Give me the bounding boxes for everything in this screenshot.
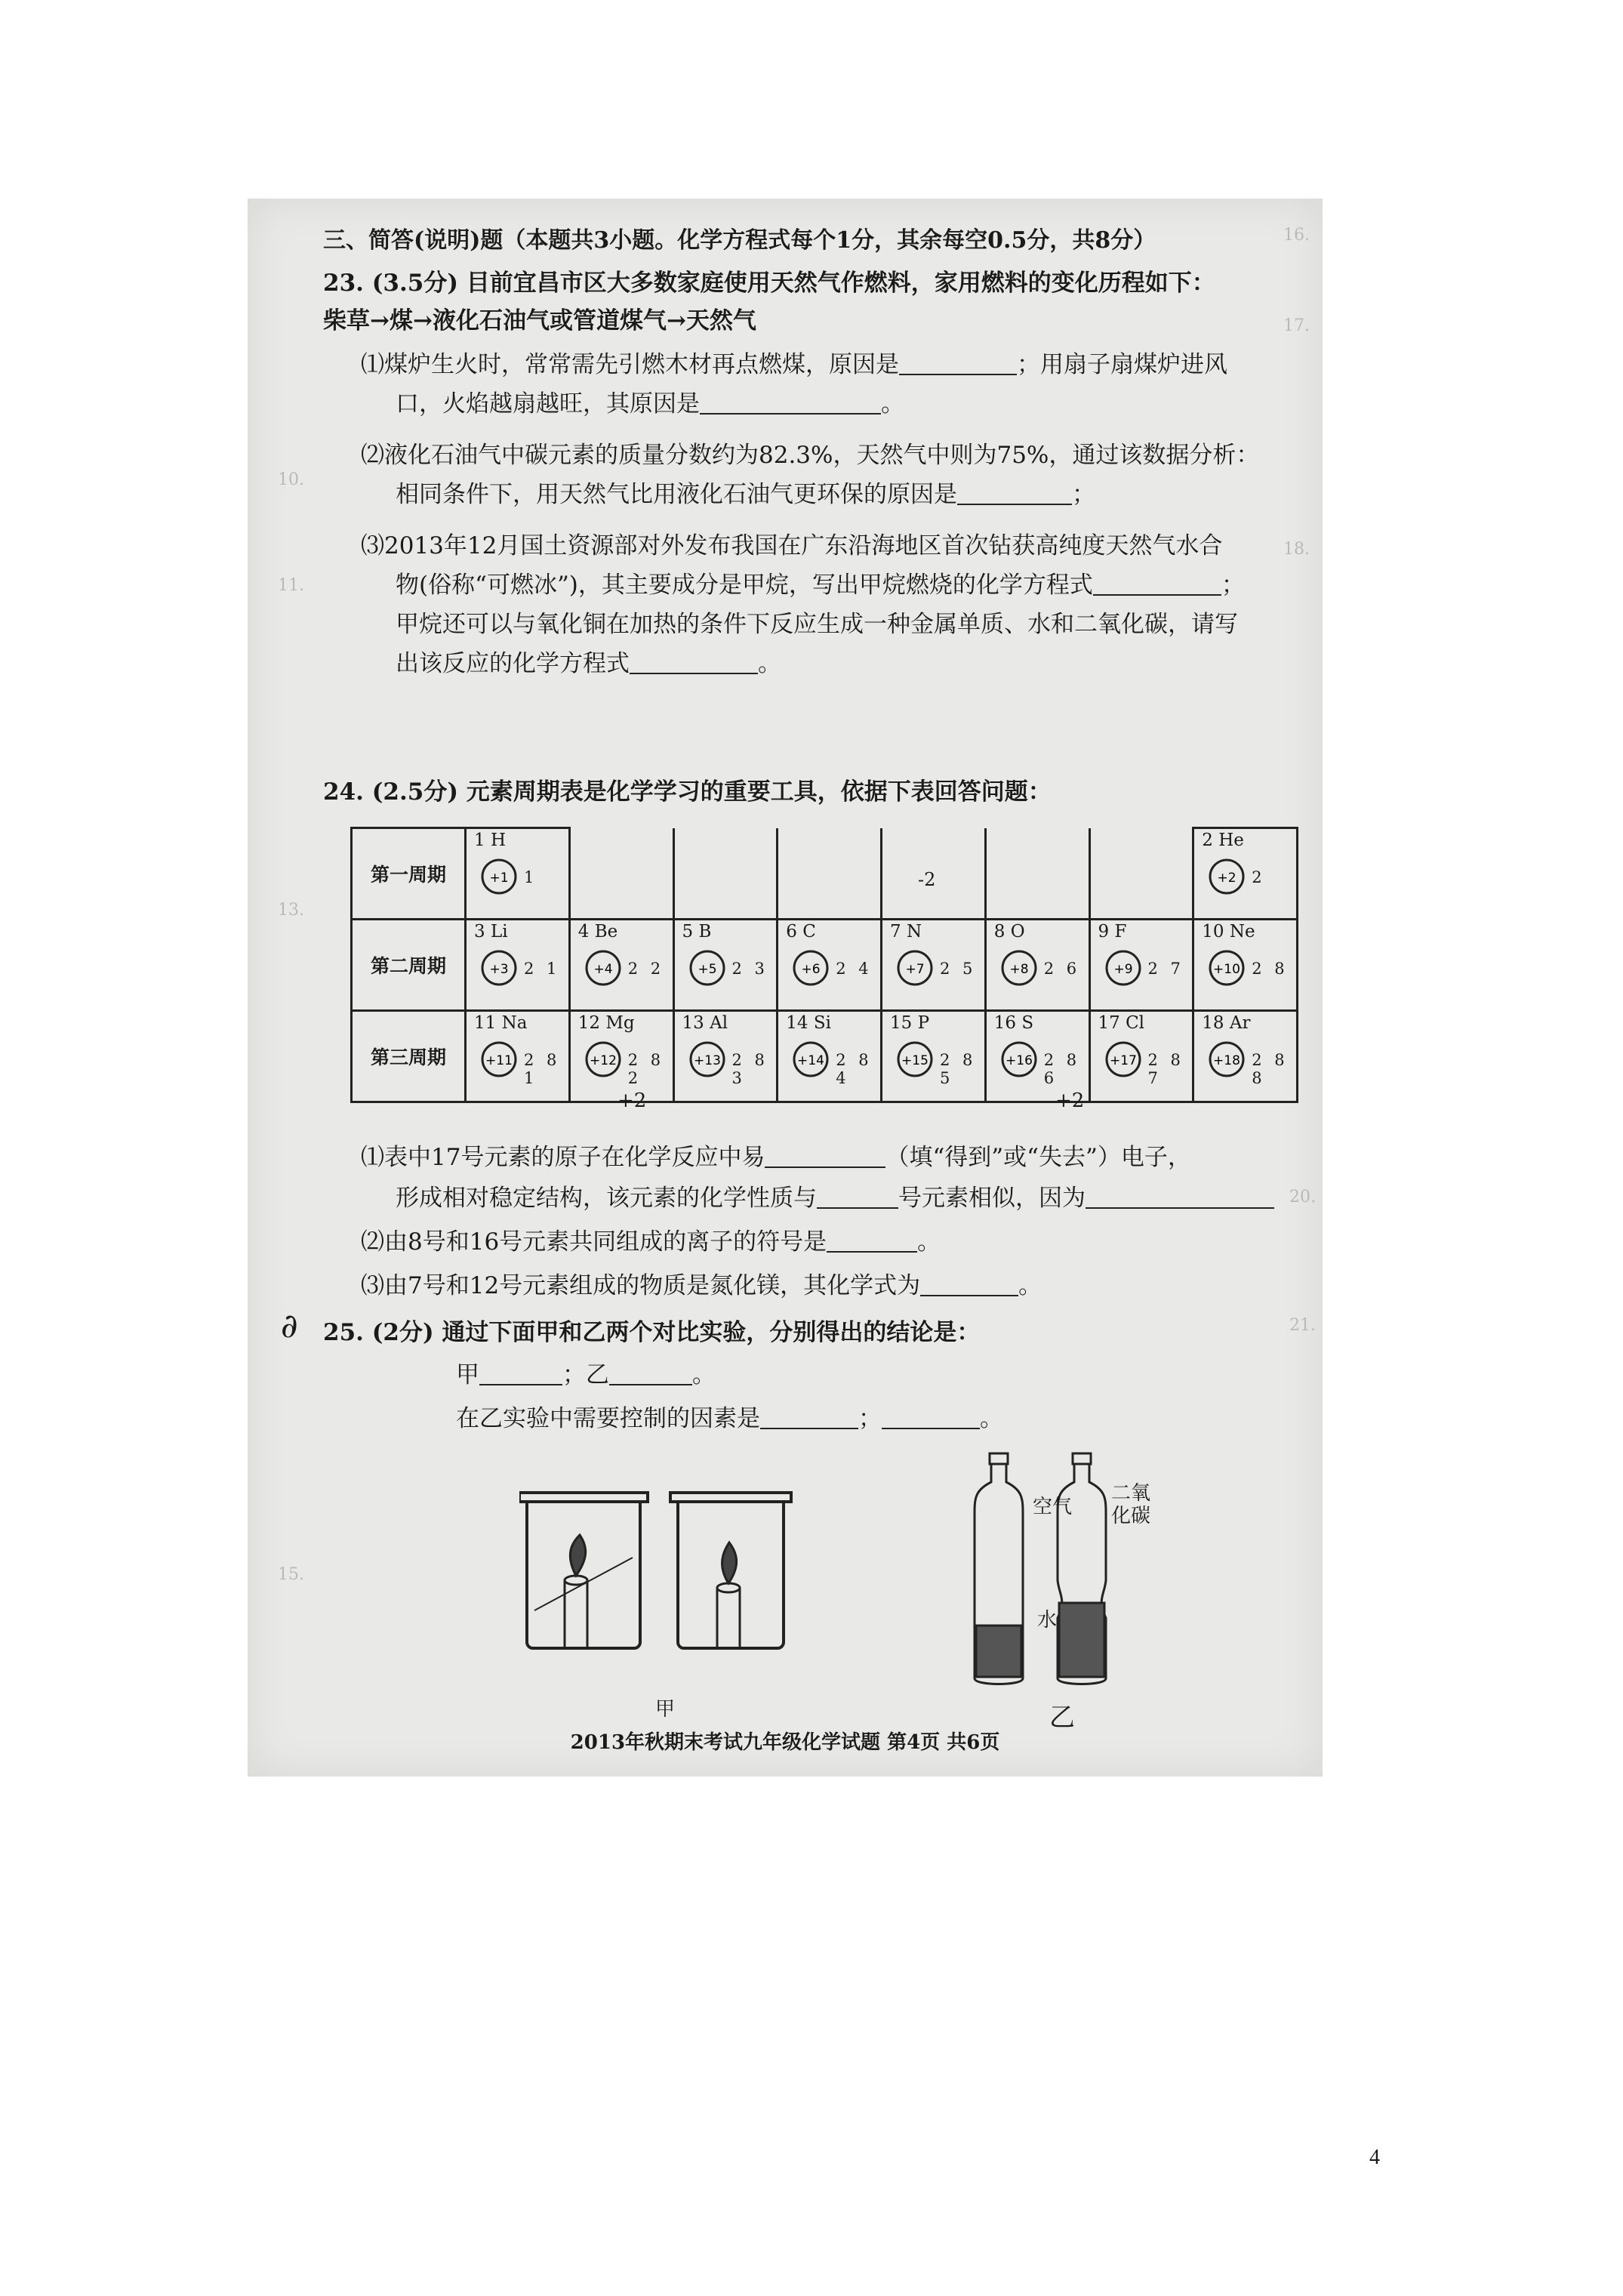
nucleus-charge: +1	[489, 871, 509, 886]
q23-part3-text-d: 出该反应的化学方程式	[396, 650, 630, 677]
q23-answer-blank-4[interactable]	[1093, 573, 1221, 596]
q23-answer-blank-3[interactable]	[957, 482, 1072, 505]
electron-shells: 1	[524, 868, 538, 886]
q23-part1-text-c: 口，火焰越扇越旺，其原因是	[396, 390, 700, 418]
label-co2: 二氧 化碳	[1111, 1482, 1151, 1527]
period-label: 第三周期	[352, 1011, 466, 1102]
electron-shells: 2 8 7	[1147, 1051, 1184, 1087]
electron-shells: 2 3	[731, 960, 768, 978]
label-air: 空气	[1033, 1496, 1073, 1518]
element-cell	[882, 920, 986, 1011]
q23-answer-blank-5[interactable]	[630, 652, 758, 674]
beaker-left	[519, 1493, 648, 1648]
q24-part2	[361, 1227, 941, 1257]
element-symbol: 8 O	[993, 922, 1025, 942]
atom-structure-diagram	[789, 946, 833, 990]
q25-answers	[456, 1360, 716, 1390]
nucleus-charge: +18	[1213, 1053, 1241, 1068]
atom-structure-diagram	[893, 946, 937, 990]
atom-structure-diagram	[893, 1037, 937, 1081]
atom-structure-diagram	[581, 1037, 625, 1081]
q24-part1-text-a: ⑴表中17号元素的原子在化学反应中易	[361, 1144, 765, 1171]
empty-cell	[569, 828, 673, 920]
handwritten-mark: +2	[1055, 1089, 1085, 1112]
q24-part1-text-b: （填“得到”或“失去”）电子，	[885, 1144, 1191, 1171]
electron-shells: 2 8 4	[836, 1051, 873, 1087]
nucleus-charge: +11	[485, 1053, 513, 1068]
nucleus-charge: +17	[1109, 1053, 1137, 1068]
atom-structure-diagram	[789, 1037, 833, 1081]
q25-jia-label: 甲	[456, 1361, 479, 1388]
figure-label-jia: 甲	[655, 1698, 676, 1721]
element-cell	[466, 828, 570, 920]
atom-structure-diagram	[1101, 946, 1145, 990]
handwritten-mark: +2	[617, 1089, 647, 1112]
electron-shells: 2 8 3	[731, 1051, 768, 1087]
atom-structure-diagram	[477, 855, 521, 898]
atom-structure-diagram	[685, 1037, 729, 1081]
atom-structure-diagram	[581, 946, 625, 990]
element-cell	[985, 1011, 1089, 1102]
nucleus-charge: +13	[693, 1053, 721, 1068]
q24-part1-text-c: 形成相对稳定结构，该元素的化学性质与	[396, 1185, 817, 1212]
electron-shells: 2 1	[524, 960, 561, 978]
q25-answer-blank-yi[interactable]	[609, 1363, 692, 1385]
atom-structure-diagram	[1205, 855, 1249, 898]
element-cell	[1193, 920, 1298, 1011]
q23-part3-cont	[396, 570, 1245, 600]
element-cell	[673, 1011, 778, 1102]
q23-part3-text-b: 物(俗称“可燃冰”)，其主要成分是甲烷，写出甲烷燃烧的化学方程式	[396, 572, 1093, 599]
q24-answer-blank-5[interactable]	[920, 1274, 1018, 1296]
bleed-through-mark: 15.	[278, 1565, 304, 1584]
q24-header: 24. (2.5分) 元素周期表是化学学习的重要工具，依据下表回答问题：	[323, 778, 1052, 806]
periodic-table	[350, 827, 1298, 1103]
nucleus-charge: +7	[905, 962, 925, 977]
element-cell	[466, 920, 570, 1011]
empty-cell	[1089, 828, 1193, 920]
nucleus-charge: +14	[797, 1053, 825, 1068]
element-symbol: 17 Cl	[1098, 1013, 1145, 1033]
element-symbol: 3 Li	[474, 922, 508, 942]
period: 。	[1018, 1272, 1042, 1299]
q23-header: 23. (3.5分) 目前宜昌市区大多数家庭使用天然气作燃料，家用燃料的变化历程如下：	[323, 270, 1215, 297]
label-water: 水	[1037, 1609, 1058, 1632]
bleed-through-mark: 17.	[1283, 316, 1310, 335]
period: 。	[980, 1405, 1003, 1432]
q23-fuel-chain: 柴草→煤→液化石油气或管道煤气→天然气	[323, 307, 756, 334]
nucleus-charge: +8	[1009, 962, 1029, 977]
scanned-exam-page	[248, 199, 1323, 1777]
nucleus-charge: +5	[697, 962, 717, 977]
element-cell	[1089, 1011, 1193, 1102]
semicolon: ；	[858, 1405, 882, 1432]
period-label: 第二周期	[352, 920, 466, 1011]
atom-structure-diagram	[477, 1037, 521, 1081]
q24-part1-cont	[396, 1183, 1274, 1213]
q24-answer-blank-1[interactable]	[765, 1145, 885, 1168]
element-cell	[778, 920, 882, 1011]
element-cell	[1193, 828, 1298, 920]
element-cell	[985, 920, 1089, 1011]
empty-cell	[985, 828, 1089, 920]
bottle-air	[975, 1453, 1023, 1684]
element-symbol: 9 F	[1098, 922, 1127, 942]
figure-label-yi: 乙	[1049, 1703, 1075, 1733]
empty-cell	[778, 828, 882, 920]
q23-part1-text-b: ；用扇子扇煤炉进风	[1017, 351, 1227, 378]
atom-structure-diagram	[477, 946, 521, 990]
empty-cell	[673, 828, 778, 920]
bleed-through-mark: 20.	[1289, 1188, 1316, 1207]
period-label: 第一周期	[352, 828, 466, 920]
experiment-yi-figure	[969, 1452, 1135, 1701]
q25-header: 25. (2分) 通过下面甲和乙两个对比实验，分别得出的结论是：	[323, 1319, 981, 1346]
element-symbol: 10 Ne	[1202, 922, 1255, 942]
atom-structure-diagram	[1205, 1037, 1249, 1081]
element-symbol: 16 S	[993, 1013, 1034, 1033]
element-symbol: 1 H	[474, 831, 507, 850]
atom-structure-diagram	[997, 946, 1041, 990]
electron-shells: 2 6	[1043, 960, 1081, 978]
q23-answer-blank-1[interactable]	[899, 353, 1017, 375]
element-cell	[778, 1011, 882, 1102]
q25-control-text: 在乙实验中需要控制的因素是	[456, 1405, 760, 1432]
electron-shells: 2 8 6	[1043, 1051, 1081, 1087]
element-cell	[466, 1011, 570, 1102]
candle-right	[717, 1542, 740, 1648]
element-symbol: 13 Al	[682, 1013, 728, 1033]
period: 。	[917, 1228, 941, 1256]
electron-shells: 2 5	[940, 960, 977, 978]
element-symbol: 2 He	[1202, 831, 1244, 850]
bleed-through-mark: 11.	[278, 576, 304, 595]
electron-shells: 2 7	[1147, 960, 1184, 978]
semicolon: ；	[562, 1361, 586, 1388]
element-cell	[1089, 920, 1193, 1011]
handwritten-mark: ∂	[281, 1307, 298, 1345]
element-symbol: 15 P	[890, 1013, 930, 1033]
handwritten-mark: -2	[918, 869, 936, 890]
q23-answer-blank-2[interactable]	[700, 392, 881, 415]
element-symbol: 7 N	[890, 922, 922, 942]
q24-part3-text: ⑶由7号和12号元素组成的物质是氮化镁，其化学式为	[361, 1272, 921, 1299]
bottle-co2	[1058, 1453, 1106, 1684]
nucleus-charge: +3	[489, 962, 509, 977]
q24-part3	[361, 1271, 1042, 1301]
q23-part1	[361, 350, 1227, 380]
nucleus-charge: +16	[1005, 1053, 1033, 1068]
bleed-through-mark: 18.	[1283, 540, 1310, 559]
bleed-through-mark: 21.	[1289, 1316, 1316, 1335]
nucleus-charge: +9	[1113, 962, 1133, 977]
element-symbol: 14 Si	[786, 1013, 831, 1033]
atom-structure-diagram	[1101, 1037, 1145, 1081]
bleed-through-mark: 10.	[278, 470, 304, 489]
semicolon: ；	[1221, 572, 1245, 599]
bleed-through-mark: 16.	[1283, 226, 1310, 245]
electron-shells: 2 8	[1252, 960, 1289, 978]
q23-part1-cont	[396, 389, 904, 419]
q23-part3-cont2: 甲烷还可以与氧化铜在加热的条件下反应生成一种金属单质、水和二氧化碳，请写	[396, 611, 1238, 638]
periodic-table-row	[352, 920, 1298, 1011]
q24-part2-text: ⑵由8号和16号元素共同组成的离子的符号是	[361, 1228, 827, 1256]
page-footer: 2013年秋期末考试九年级化学试题 第4页 共6页	[570, 1731, 1000, 1754]
electron-shells: 2 8 1	[524, 1051, 561, 1087]
period: 。	[881, 390, 904, 418]
period: 。	[758, 650, 781, 677]
nucleus-charge: +15	[901, 1053, 929, 1068]
nucleus-charge: +10	[1213, 962, 1241, 977]
element-symbol: 6 C	[786, 922, 816, 942]
element-symbol: 4 Be	[577, 922, 618, 942]
atom-structure-diagram	[997, 1037, 1041, 1081]
q23-part1-text-a: ⑴煤炉生火时，常常需先引燃木材再点燃煤，原因是	[361, 351, 899, 378]
q24-answer-blank-2[interactable]	[817, 1186, 898, 1209]
element-cell	[673, 920, 778, 1011]
q23-part2-cont	[396, 479, 1095, 510]
q23-part2-text-b: 相同条件下，用天然气比用液化石油气更环保的原因是	[396, 481, 957, 508]
section-title: 三、简答(说明)题（本题共3小题。化学方程式每个1分，其余每空0.5分，共8分）	[323, 227, 1156, 254]
semicolon: ；	[1072, 481, 1095, 508]
electron-shells: 2 8 2	[627, 1051, 665, 1087]
q25-answer-blank-2[interactable]	[882, 1407, 980, 1429]
q24-answer-blank-3[interactable]	[1086, 1186, 1274, 1209]
element-cell	[882, 1011, 986, 1102]
q25-control	[456, 1404, 1003, 1434]
experiment-jia-figure	[519, 1482, 867, 1701]
page-number: 4	[1369, 2146, 1380, 2169]
periodic-table-row	[352, 828, 1298, 920]
nucleus-charge: +2	[1217, 871, 1236, 886]
element-symbol: 11 Na	[474, 1013, 528, 1033]
q23-part2: ⑵液化石油气中碳元素的质量分数约为82.3%，天然气中则为75%，通过该数据分析：	[361, 442, 1260, 469]
electron-shells: 2 4	[836, 960, 873, 978]
periodic-table-row	[352, 1011, 1298, 1102]
q23-part3-cont3	[396, 649, 781, 679]
electron-shells: 2	[1252, 868, 1266, 886]
electron-shells: 2 2	[627, 960, 665, 978]
period: 。	[692, 1361, 716, 1388]
element-symbol: 12 Mg	[577, 1013, 635, 1033]
bleed-through-mark: 13.	[278, 901, 304, 920]
element-cell	[569, 920, 673, 1011]
nucleus-charge: +4	[593, 962, 613, 977]
q24-answer-blank-4[interactable]	[827, 1230, 917, 1253]
nucleus-charge: +12	[589, 1053, 617, 1068]
atom-structure-diagram	[1205, 946, 1249, 990]
q25-yi-label: 乙	[586, 1361, 609, 1388]
q25-answer-blank-jia[interactable]	[479, 1363, 562, 1385]
q23-part3: ⑶2013年12月国土资源部对外发布我国在广东沿海地区首次钻获高纯度天然气水合	[361, 532, 1223, 559]
element-symbol: 5 B	[682, 922, 712, 942]
candle-left	[534, 1535, 633, 1648]
q24-part1-text-d: 号元素相似，因为	[898, 1185, 1086, 1212]
electron-shells: 2 8 5	[940, 1051, 977, 1087]
q24-part1	[361, 1142, 1191, 1173]
element-cell	[1193, 1011, 1298, 1102]
element-symbol: 18 Ar	[1202, 1013, 1251, 1033]
element-cell	[569, 1011, 673, 1102]
atom-structure-diagram	[685, 946, 729, 990]
q25-answer-blank-1[interactable]	[760, 1407, 858, 1429]
nucleus-charge: +6	[801, 962, 821, 977]
electron-shells: 2 8 8	[1252, 1051, 1289, 1087]
